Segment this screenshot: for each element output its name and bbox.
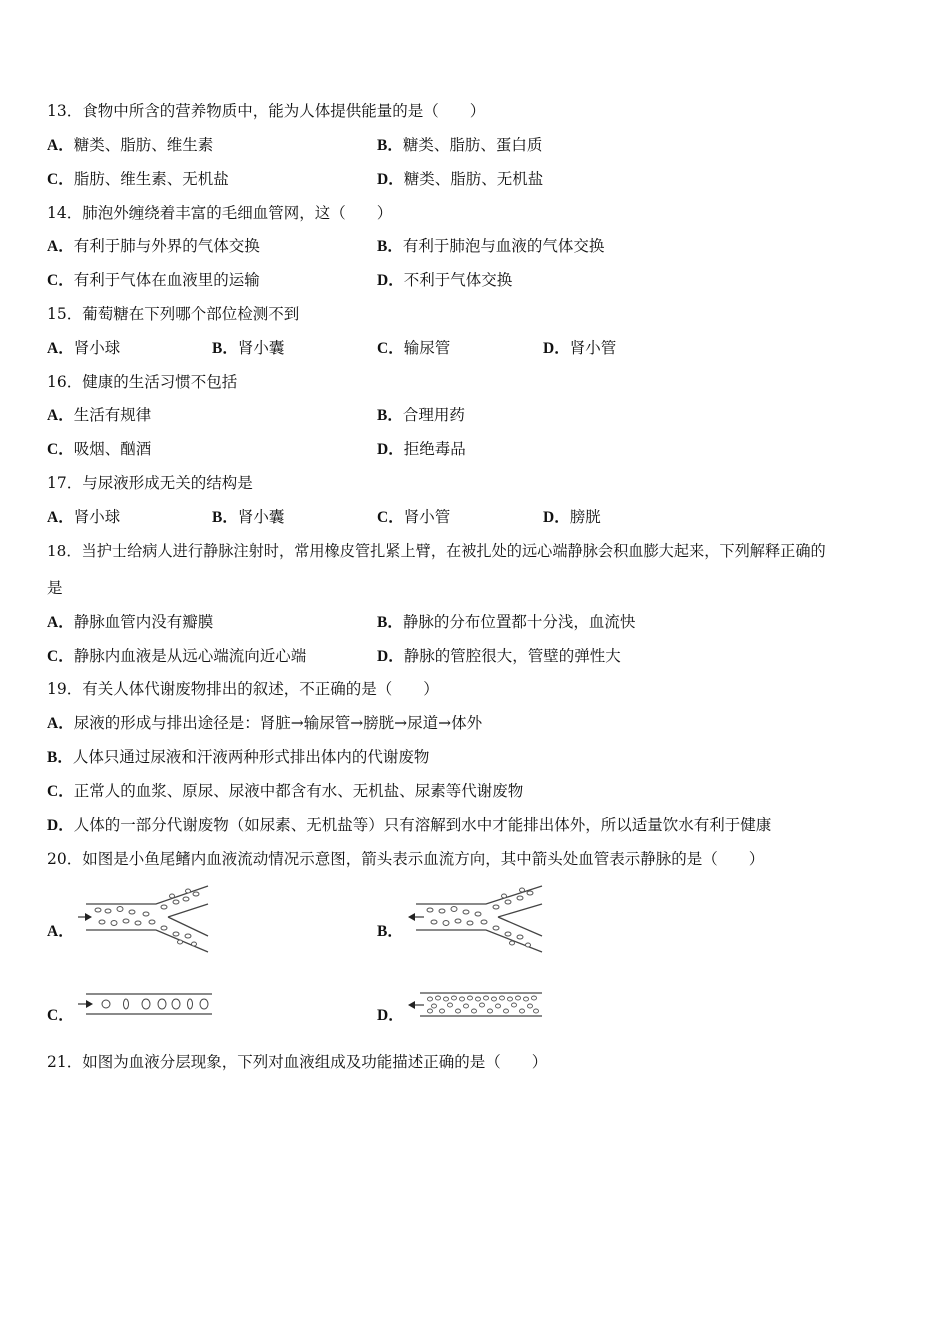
q16-option-a[interactable]: A．生活有规律 <box>47 406 152 424</box>
q15-option-d[interactable]: D．肾小管 <box>543 339 617 357</box>
q15-option-a[interactable]: A．肾小球 <box>47 339 121 357</box>
q13-option-b[interactable]: B．糖类、脂肪、蛋白质 <box>377 136 543 154</box>
q18-option-a[interactable]: A．静脉血管内没有瓣膜 <box>47 613 214 631</box>
question-13-stem: 13．食物中所含的营养物质中，能为人体提供能量的是（ ） <box>47 102 486 120</box>
wide-vessel-arrow-left-icon <box>406 990 546 1020</box>
q18-option-b[interactable]: B．静脉的分布位置都十分浅，血流快 <box>377 613 636 631</box>
q15-option-b[interactable]: B．肾小囊 <box>212 339 285 357</box>
q19-option-d[interactable]: D．人体的一部分代谢废物（如尿素、无机盐等）只有溶解到水中才能排出体外，所以适量饮水有利于健康 <box>47 816 772 834</box>
question-14-stem: 14．肺泡外缠绕着丰富的毛细血管网，这（ ） <box>47 204 393 222</box>
question-15-stem: 15．葡萄糖在下列哪个部位检测不到 <box>47 305 300 323</box>
q19-option-a[interactable]: A．尿液的形成与排出途径是：肾脏→输尿管→膀胱→尿道→体外 <box>47 714 483 732</box>
q17-option-d[interactable]: D．膀胱 <box>543 508 601 526</box>
question-20-stem: 20．如图是小鱼尾鳍内血液流动情况示意图，箭头表示血流方向，其中箭头处血管表示静脉的是（ ） <box>47 850 765 868</box>
q17-option-b[interactable]: B．肾小囊 <box>212 508 285 526</box>
q20-option-b-label[interactable]: B． <box>377 923 403 940</box>
question-17-stem: 17．与尿液形成无关的结构是 <box>47 474 253 492</box>
q13-option-a[interactable]: A．糖类、脂肪、维生素 <box>47 136 214 154</box>
q18-option-c[interactable]: C．静脉内血液是从远心端流向近心端 <box>47 647 307 665</box>
q16-option-d[interactable]: D．拒绝毒品 <box>377 440 466 458</box>
q16-option-b[interactable]: B．合理用药 <box>377 406 465 424</box>
question-18-stem-continued: 是 <box>47 579 63 597</box>
question-19-stem: 19．有关人体代谢废物排出的叙述，不正确的是（ ） <box>47 680 439 698</box>
q17-option-a[interactable]: A．肾小球 <box>47 508 121 526</box>
q18-option-d[interactable]: D．静脉的管腔很大，管壁的弹性大 <box>377 647 621 665</box>
branching-vessel-arrow-right-icon <box>76 884 216 956</box>
q14-option-b[interactable]: B．有利于肺泡与血液的气体交换 <box>377 237 605 255</box>
q15-option-c[interactable]: C．输尿管 <box>377 339 451 357</box>
q19-option-c[interactable]: C．正常人的血浆、原尿、尿液中都含有水、无机盐、尿素等代谢废物 <box>47 782 524 800</box>
q20-option-d-label[interactable]: D． <box>377 1007 404 1024</box>
branching-vessel-arrow-left-icon <box>406 884 546 956</box>
q14-option-d[interactable]: D．不利于气体交换 <box>377 271 513 289</box>
q14-option-c[interactable]: C．有利于气体在血液里的运输 <box>47 271 260 289</box>
question-16-stem: 16．健康的生活习惯不包括 <box>47 373 238 391</box>
q20-option-c-label[interactable]: C． <box>47 1007 74 1024</box>
q20-option-a-label[interactable]: A． <box>47 923 74 940</box>
single-file-vessel-arrow-right-icon <box>76 990 216 1020</box>
q13-option-c[interactable]: C．脂肪、维生素、无机盐 <box>47 170 229 188</box>
question-18-stem: 18．当护士给病人进行静脉注射时，常用橡皮管扎紧上臂，在被扎处的远心端静脉会积血膨大起来，下列解释正确的 <box>47 542 826 560</box>
q17-option-c[interactable]: C．肾小管 <box>377 508 451 526</box>
q13-option-d[interactable]: D．糖类、脂肪、无机盐 <box>377 170 544 188</box>
q16-option-c[interactable]: C．吸烟、酗酒 <box>47 440 152 458</box>
q19-option-b[interactable]: B．人体只通过尿液和汗液两种形式排出体内的代谢废物 <box>47 748 430 766</box>
question-21-stem: 21．如图为血液分层现象，下列对血液组成及功能描述正确的是（ ） <box>47 1053 548 1071</box>
q14-option-a[interactable]: A．有利于肺与外界的气体交换 <box>47 237 260 255</box>
